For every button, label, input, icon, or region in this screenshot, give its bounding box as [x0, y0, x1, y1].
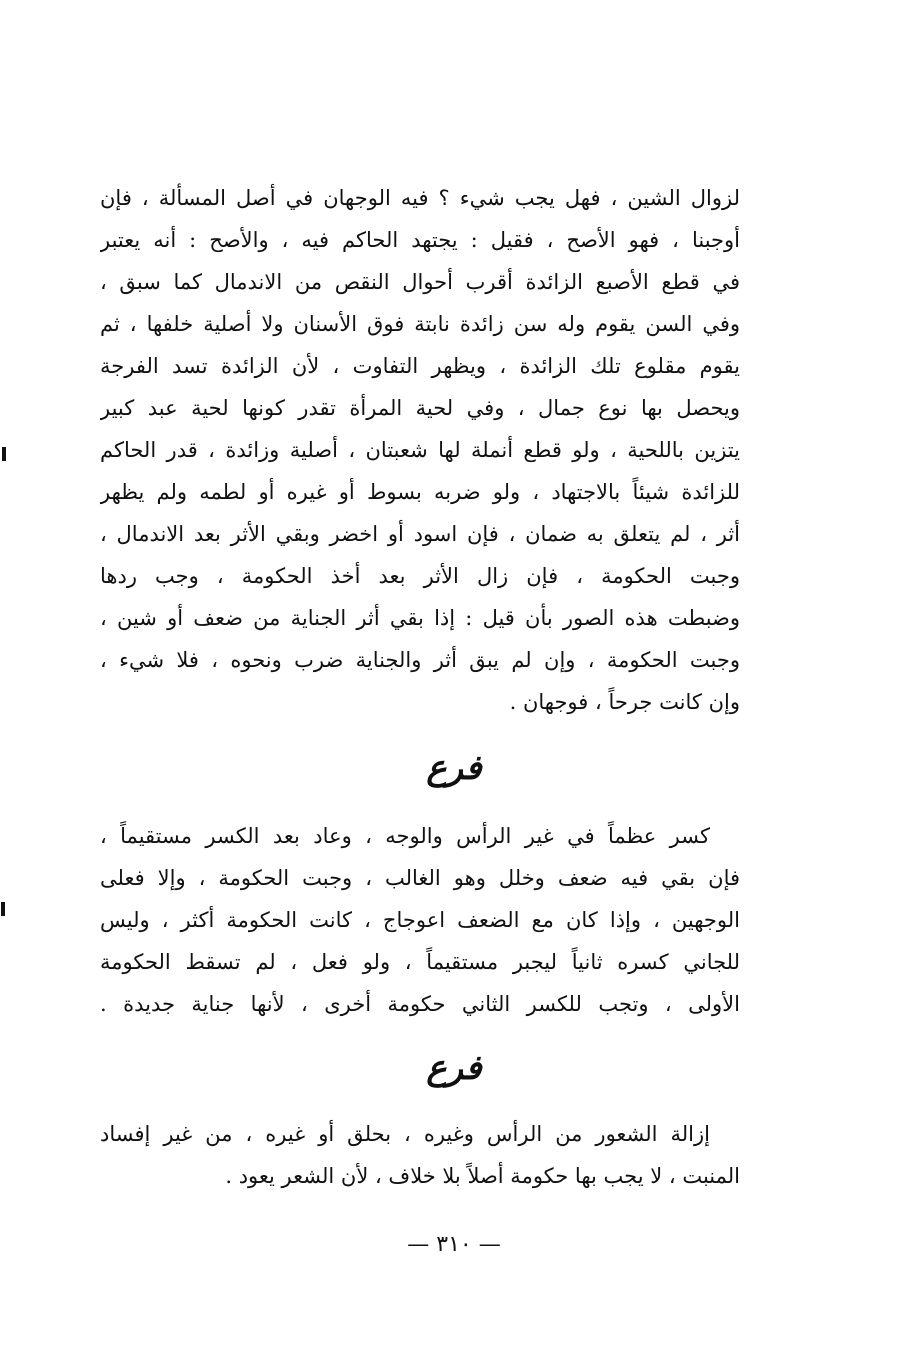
text-line: وفي السن يقوم وله سن زائدة نابتة فوق الأسنان ولا أصلية خلفها ، ثم — [100, 312, 740, 336]
text-line: كسر عظماً في غير الرأس والوجه ، وعاد بعد الكسر مستقيماً ، — [100, 824, 710, 848]
text-line: في قطع الأصبع الزائدة أقرب أحوال النقص من الاندمال كما سبق ، — [100, 270, 740, 294]
text-line: للجاني كسره ثانياً ليجبر مستقيماً ، ولو فعل ، لم تسقط الحكومة — [100, 950, 740, 974]
text-line: للزائدة شيئاً بالاجتهاد ، ولو ضربه بسوط أو غيره أو لطمه ولم يظهر — [100, 480, 740, 504]
text-line: يتزين باللحية ، ولو قطع أنملة لها شعبتان ، أصلية وزائدة ، قدر الحاكم — [100, 438, 740, 462]
text-line: الأولى ، وتجب للكسر الثاني حكومة أخرى ، لأنها جناية جديدة . — [100, 992, 740, 1016]
scan-mark — [2, 447, 6, 461]
page-number: — ٣١٠ — — [407, 1232, 501, 1257]
text-line: وجبت الحكومة ، وإن لم يبق أثر والجناية ضرب ونحوه ، فلا شيء ، — [100, 648, 740, 672]
paragraph-2 — [100, 815, 740, 1025]
text-line: فإن بقي فيه ضعف وخلل وهو الغالب ، وجبت الحكومة ، وإلا فعلى — [100, 866, 740, 890]
paragraph-1 — [100, 177, 740, 723]
text-line: لزوال الشين ، فهل يجب شيء ؟ فيه الوجهان في أصل المسألة ، فإن — [100, 186, 740, 210]
scan-mark — [1, 902, 5, 916]
text-line: المنبت ، لا يجب بها حكومة أصلاً بلا خلاف ، لأن الشعر يعود . — [225, 1164, 740, 1188]
text-line: إزالة الشعور من الرأس وغيره ، بحلق أو غيره ، من غير إفساد — [100, 1122, 710, 1146]
text-line: يقوم مقلوع تلك الزائدة ، ويظهر التفاوت ، لأن الزائدة تسد الفرجة — [100, 354, 740, 378]
text-line: وجبت الحكومة ، فإن زال الأثر بعد أخذ الحكومة ، وجب ردها — [100, 564, 740, 588]
text-line: ويحصل بها نوع جمال ، وفي لحية المرأة تقدر كونها لحية عبد كبير — [100, 396, 740, 420]
paragraph-3 — [100, 1113, 740, 1197]
section-heading: فرع — [426, 1048, 482, 1088]
text-line: وضبطت هذه الصور بأن قيل : إذا بقي أثر الجناية من ضعف أو شين ، — [100, 606, 740, 630]
text-line: وإن كانت جرحاً ، فوجهان . — [509, 690, 740, 714]
text-line: أوجبنا ، فهو الأصح ، فقيل : يجتهد الحاكم فيه ، والأصح : أنه يعتبر — [100, 228, 740, 252]
text-line: الوجهين ، وإذا كان مع الضعف اعوجاج ، كانت الحكومة أكثر ، وليس — [100, 908, 740, 932]
text-line: أثر ، لم يتعلق به ضمان ، فإن اسود أو اخضر وبقي الأثر بعد الاندمال ، — [100, 522, 740, 546]
section-heading: فرع — [426, 748, 482, 788]
